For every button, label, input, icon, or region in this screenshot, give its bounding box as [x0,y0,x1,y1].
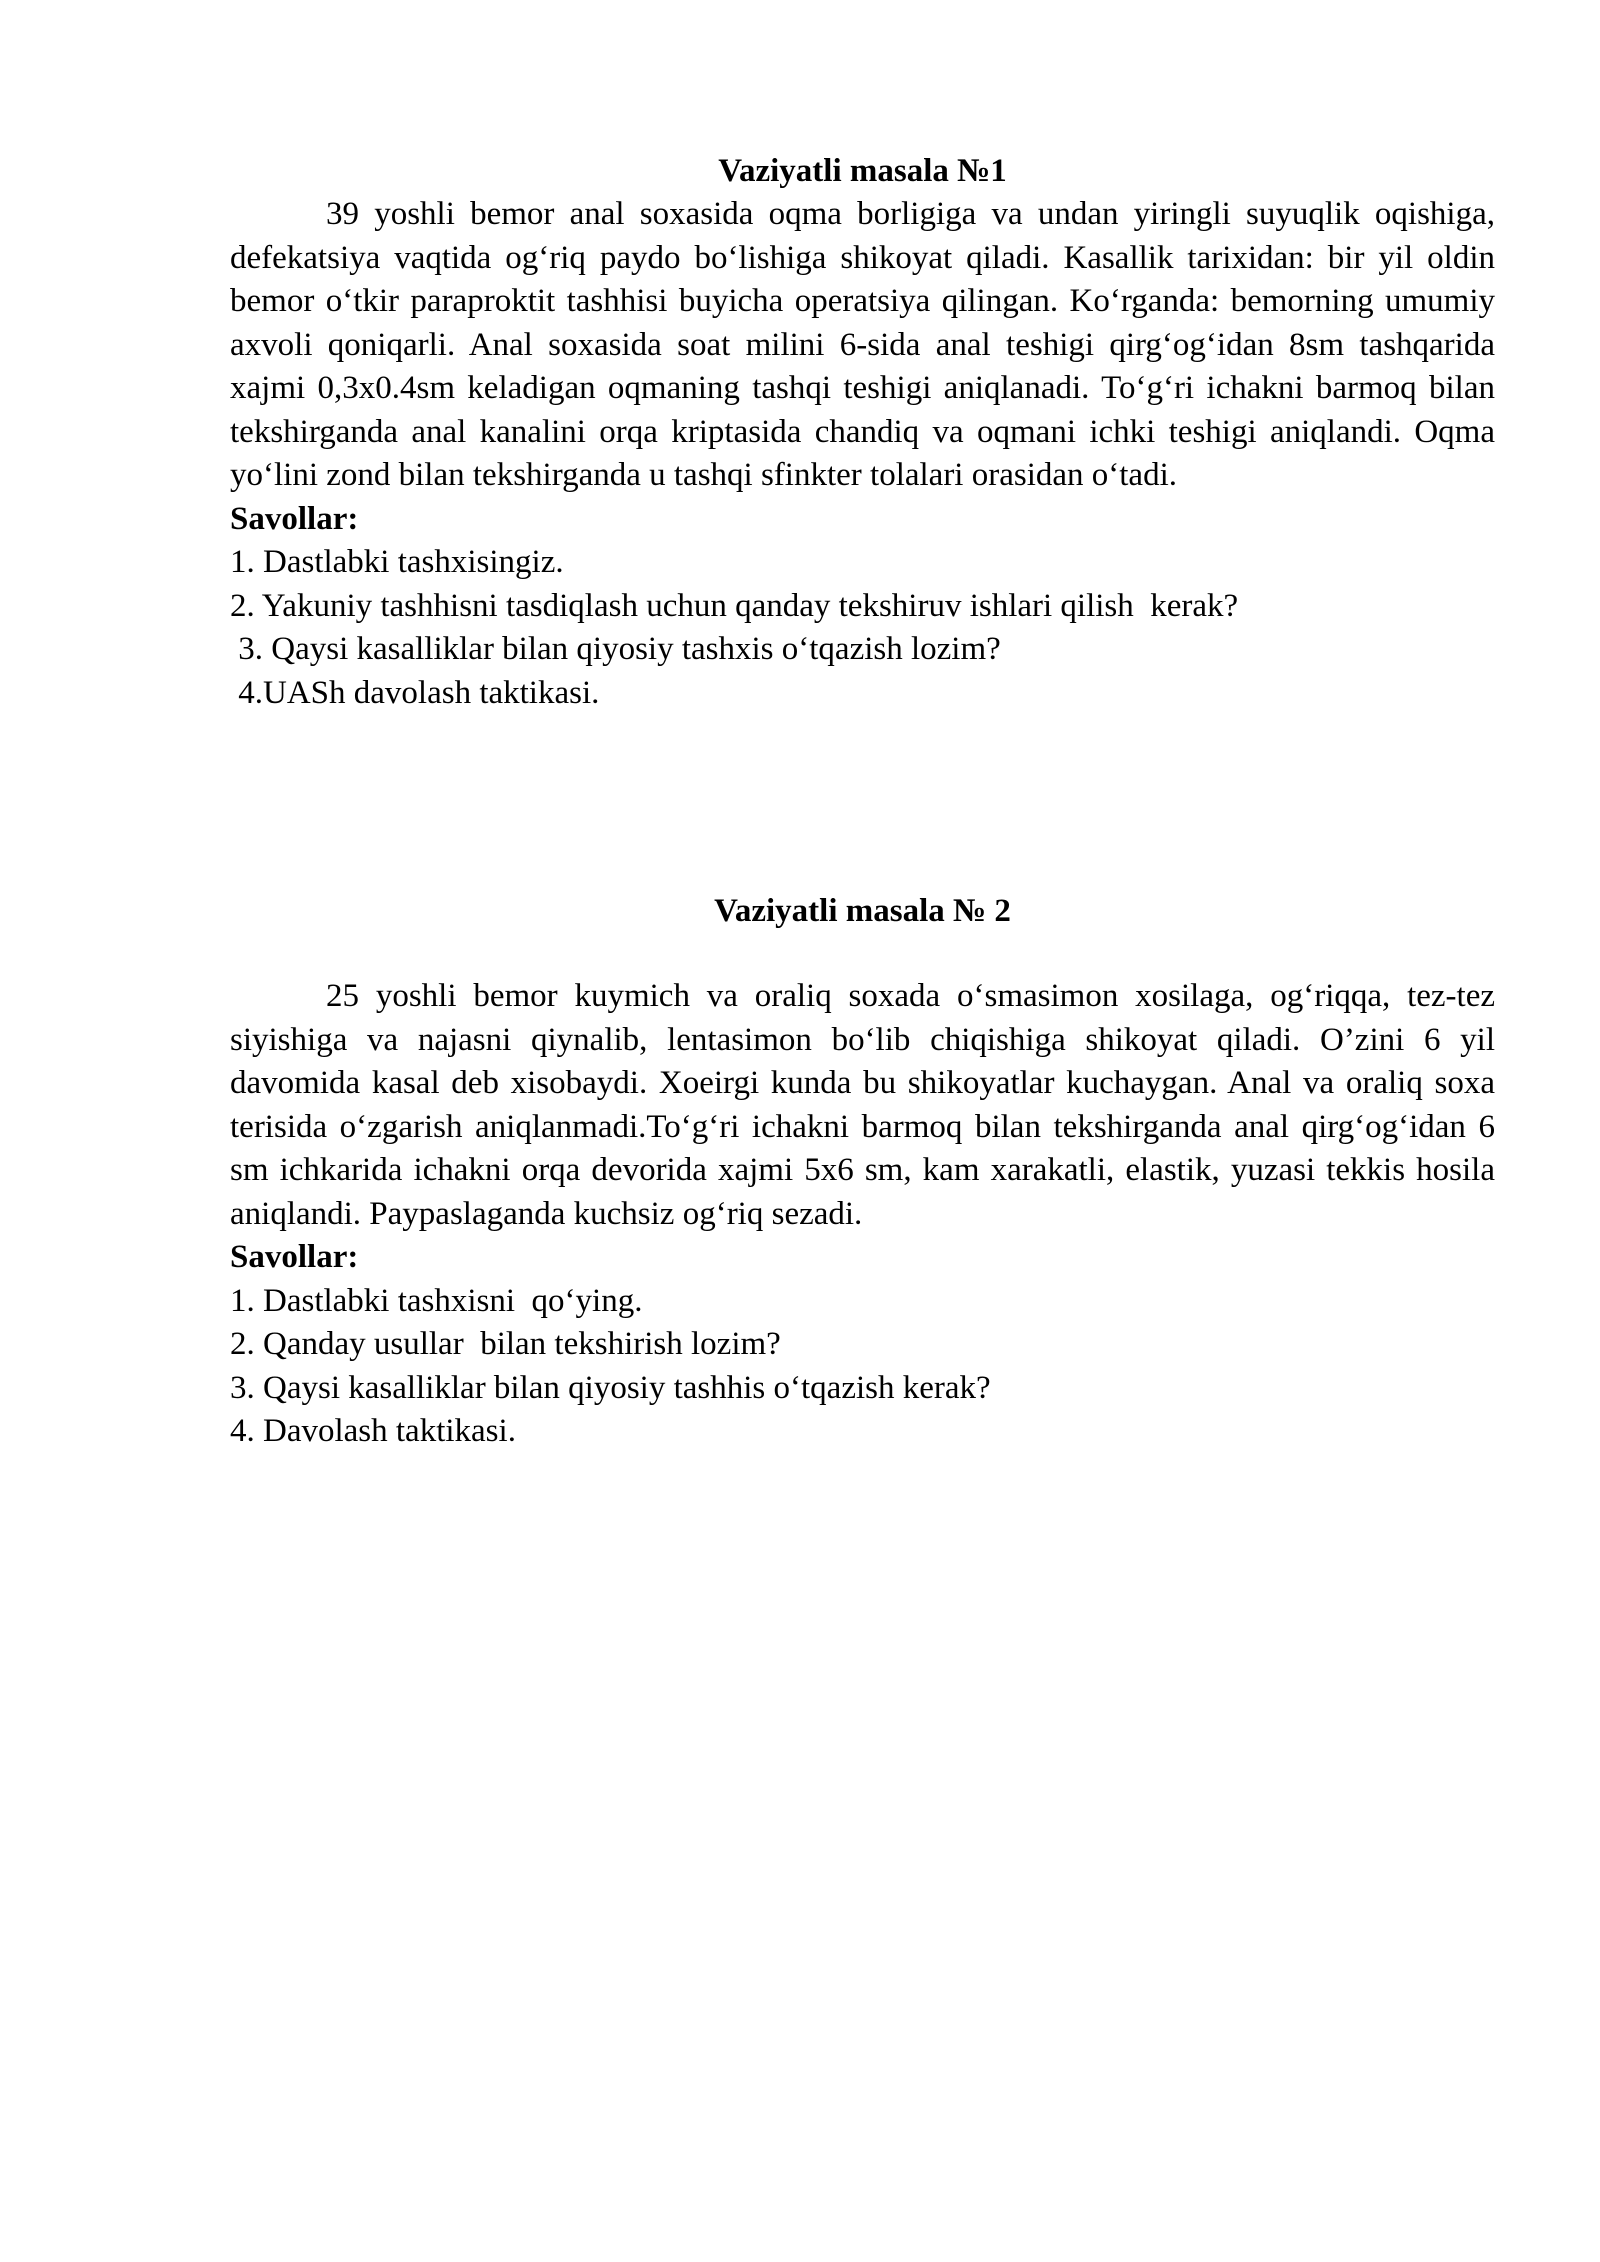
case-1-question-4: 4.UASh davolash taktikasi. [230,674,600,711]
case-2-question-1: 1. Dastlabki tashxisni qo‘ying. [230,1282,643,1319]
case-1-description: 39 yoshli bemor anal soxasida oqma borligiga va undan yiringli suyuqlik oqishiga, defekatsiya vaqtida og‘riq paydo bo‘lishiga shikoyat qiladi. Kasallik tarixidan: bir yil oldin bemor o‘tkir paraproktit tashhisi buyicha operatsiya qilingan. Ko‘rganda: bemorning umumiy axvoli qoniqarli. Anal soxasida soat milini 6-sida anal teshigi qirg‘og‘idan 8sm tashqarida xajmi 0,3x0.4sm keladigan oqmaning tashqi teshigi aniqlanadi. To‘g‘ri ichakni barmoq bilan tekshirganda anal kanalini orqa kriptasida chandiq va oqmani ichki teshigi aniqlandi. Oqma yo‘lini zond bilan tekshirganda u tashqi sfinkter tolalari orasidan o‘tadi. [230,196,1495,493]
case-2-question-3: 3. Qaysi kasalliklar bilan qiyosiy tashhis o‘tqazish kerak? [230,1369,991,1406]
case-2-title: Vaziyatli masala № 2 [714,893,1011,929]
case-2-question-2: 2. Qanday usullar bilan tekshirish lozim? [230,1326,781,1362]
case-1-question-2: 2. Yakuniy tashhisni tasdiqlash uchun qanday tekshiruv ishlari qilish kerak? [230,587,1239,624]
case-1-title: Vaziyatli masala №1 [718,153,1007,189]
case-1 [230,150,1495,715]
case-1-question-1: 1. Dastlabki tashxisingiz. [230,544,564,580]
case-1-questions-heading: Savollar: [230,500,359,537]
case-2-question-4: 4. Davolash taktikasi. [230,1413,516,1449]
case-2-questions-heading: Savollar: [230,1239,359,1275]
case-1-question-3: 3. Qaysi kasalliklar bilan qiyosiy tashxis o‘tqazish lozim? [230,631,1001,667]
case-2-description: 25 yoshli bemor kuymich va oraliq soxada o‘smasimon xosilaga, og‘riqqa, tez-tez siyishiga va najasni qiynalib, lentasimon bo‘lib chiqishiga shikoyat qiladi. O’zini 6 yil davomida kasal deb xisobaydi. Xoeirgi kunda bu shikoyatlar kuchaygan. Anal va oraliq soxa terisida o‘zgarish aniqlanmadi.To‘g‘ri ichakni barmoq bilan tekshirganda anal qirg‘og‘idan 6 sm ichkarida ichakni orqa devorida xajmi 5x6 sm, kam xarakatli, elastik, yuzasi tekkis hosila aniqlandi. Paypaslaganda kuchsiz og‘riq sezadi. [230,978,1495,1232]
case-2 [230,890,1495,1454]
